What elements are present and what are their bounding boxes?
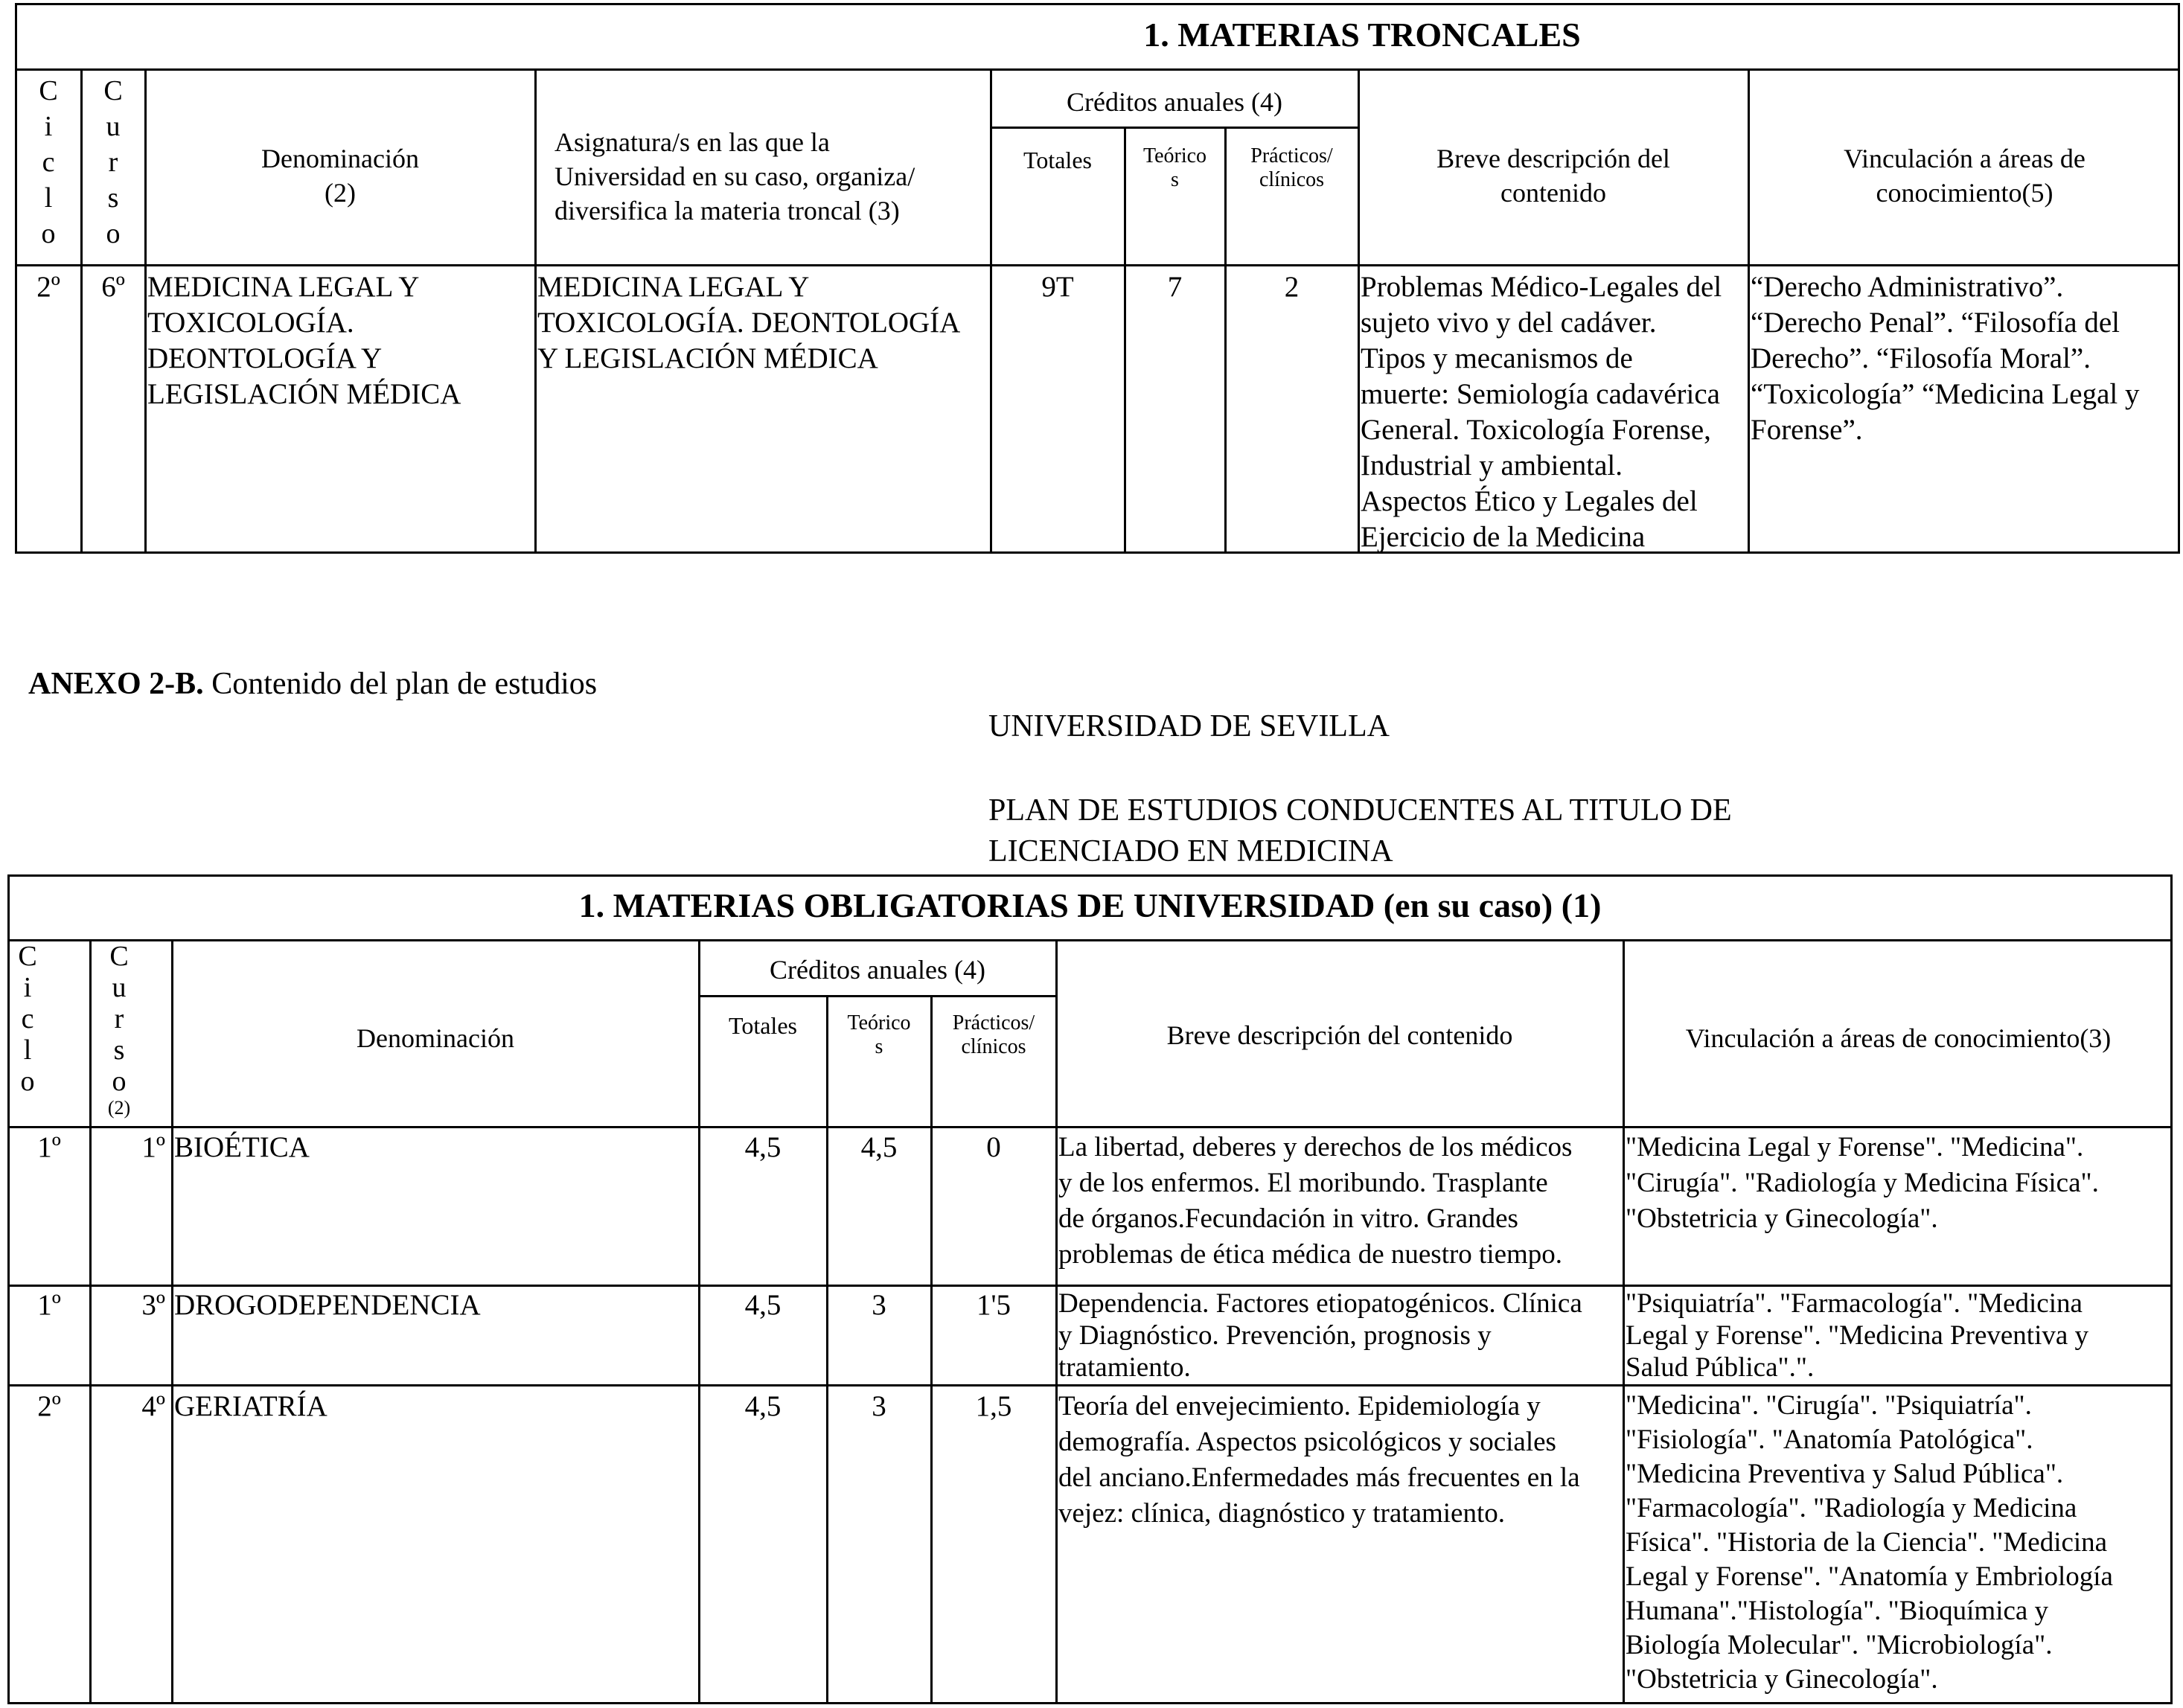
row-teoricos: 3 <box>872 1289 886 1321</box>
header-denominacion: Denominación (2) <box>261 144 419 208</box>
row-curso: 6º <box>101 271 125 303</box>
anexo-text: Contenido del plan de estudios <box>203 667 598 701</box>
row-totales: 4,5 <box>744 1289 782 1321</box>
universidad-name: UNIVERSIDAD DE SEVILLA <box>988 709 1390 743</box>
table-rule <box>990 127 1358 129</box>
table-rule <box>1055 939 1058 1704</box>
header-teoricos: Teórico s <box>847 1011 911 1058</box>
header-teoricos: Teórico s <box>1142 144 1207 191</box>
header-practicos: Prácticos/ clínicos <box>952 1011 1035 1058</box>
header-denominacion: Denominación <box>357 1023 514 1053</box>
row-practicos: 1,5 <box>975 1390 1012 1422</box>
row-descripcion: Dependencia. Factores etiopatogénicos. Clínica y Diagnóstico. Prevención, prognosis y tratamiento. <box>1058 1288 1582 1383</box>
header-descripcion: Breve descripción del contenido <box>1166 1020 1513 1050</box>
header-curso: C u r s o <box>109 941 129 1097</box>
header-practicos: Prácticos/ clínicos <box>1250 144 1333 191</box>
header-vinculacion: Vinculación a áreas de conocimiento(5) <box>1844 144 2085 208</box>
plan-title: PLAN DE ESTUDIOS CONDUCENTES AL TITULO DE LICENCIADO EN MEDICINA <box>988 793 1732 869</box>
table-rule <box>930 995 933 1704</box>
anexo-heading <box>28 666 597 702</box>
table-rule <box>15 68 2180 71</box>
row-practicos: 0 <box>986 1131 1001 1163</box>
row-totales: 4,5 <box>744 1390 782 1422</box>
header-curso-note: (2) <box>107 1097 131 1119</box>
row-descripcion: La libertad, deberes y derechos de los médicos y de los enfermos. El moribundo. Trasplante de órganos.Fecundación in vitro. Grandes problemas de ética médica de nuestro tiempo. <box>1058 1132 1573 1270</box>
row-ciclo: 1º <box>37 1131 61 1163</box>
row-denominacion: BIOÉTICA <box>174 1131 310 1163</box>
row-teoricos: 3 <box>872 1390 886 1422</box>
header-asignatura: Asignatura/s en las que la Universidad en su caso, organiza/ diversifica la materia troncal (3) <box>554 127 915 226</box>
table-rule <box>698 995 1055 997</box>
table-rule <box>534 68 537 554</box>
table-title: 1. MATERIAS OBLIGATORIAS DE UNIVERSIDAD (en su caso) (1) <box>578 886 1602 924</box>
row-ciclo: 1º <box>37 1289 61 1321</box>
row-vinculacion: "Medicina". "Cirugía". "Psiquiatría". "Fisiología". "Anatomía Patológica". "Medicina Preventiva y Salud Pública". "Farmacología". "Radiología y Medicina Física". "Historia de la Ciencia". "Medicina Legal y Forense". "Anatomía y Embriología Humana"."Histología". "Bioquímica y Biología Molecular". "Microbiología". "Obstetricia y Ginecología". <box>1626 1390 2113 1695</box>
anexo-label: ANEXO 2-B. <box>28 667 204 701</box>
row-vinculacion: "Medicina Legal y Forense". "Medicina". "Cirugía". "Radiología y Medicina Física". "Obstetricia y Ginecología". <box>1626 1132 2099 1234</box>
row-denominacion: MEDICINA LEGAL Y TOXICOLOGÍA. DEONTOLOGÍA Y LEGISLACIÓN MÉDICA <box>147 271 461 410</box>
row-ciclo: 2º <box>37 1390 61 1422</box>
row-asignatura: MEDICINA LEGAL Y TOXICOLOGÍA. DEONTOLOGÍA Y LEGISLACIÓN MÉDICA <box>537 271 961 374</box>
table-rule <box>7 939 2173 941</box>
table-rule <box>15 264 2180 266</box>
header-totales: Totales <box>1023 147 1092 173</box>
header-descripcion: Breve descripción del contenido <box>1436 144 1670 208</box>
row-ciclo: 2º <box>36 271 60 303</box>
row-descripcion: Problemas Médico-Legales del sujeto vivo y del cadáver. Tipos y mecanismos de muerte: Semiología cadavérica General. Toxicología Forense, Industrial y ambiental. Aspectos Ético y Legales del Ejercicio de la Medicina <box>1361 271 1722 553</box>
table-rule <box>7 1126 2173 1128</box>
header-creditos: Créditos anuales (4) <box>1067 87 1282 117</box>
row-practicos: 2 <box>1284 271 1300 303</box>
table-title: 1. MATERIAS TRONCALES <box>1143 16 1581 54</box>
row-curso: 3º <box>141 1289 165 1321</box>
header-ciclo: C i c l o <box>39 75 58 249</box>
header-ciclo: C i c l o <box>18 941 37 1097</box>
row-teoricos: 4,5 <box>860 1131 898 1163</box>
table-rule <box>7 1285 2173 1287</box>
row-vinculacion: “Derecho Administrativo”. “Derecho Penal”. “Filosofía del Derecho”. “Filosofía Moral”. “Toxicología” “Medicina Legal y Forense”. <box>1751 271 2140 446</box>
row-descripcion: Teoría del envejecimiento. Epidemiología y demografía. Aspectos psicológicos y sociales del anciano.Enfermedades más frecuentes en la vejez: clínica, diagnóstico y tratamiento. <box>1058 1391 1580 1529</box>
table-rule <box>990 68 992 554</box>
row-curso: 1º <box>141 1131 165 1163</box>
row-vinculacion: "Psiquiatría". "Farmacología". "Medicina Legal y Forense". "Medicina Preventiva y Salud Pública".". <box>1626 1288 2089 1383</box>
table-rule <box>826 995 828 1704</box>
row-teoricos: 7 <box>1167 271 1183 303</box>
row-denominacion: GERIATRÍA <box>174 1390 327 1422</box>
row-totales: 9T <box>1041 271 1074 303</box>
header-creditos: Créditos anuales (4) <box>770 955 985 985</box>
row-denominacion: DROGODEPENDENCIA <box>174 1289 481 1321</box>
header-totales: Totales <box>729 1012 797 1039</box>
header-curso: C u r s o <box>103 75 123 249</box>
table-rule <box>7 1384 2173 1386</box>
row-curso: 4º <box>141 1390 165 1422</box>
header-vinculacion: Vinculación a áreas de conocimiento(3) <box>1685 1023 2112 1053</box>
row-practicos: 1'5 <box>976 1289 1011 1321</box>
row-totales: 4,5 <box>744 1131 782 1163</box>
